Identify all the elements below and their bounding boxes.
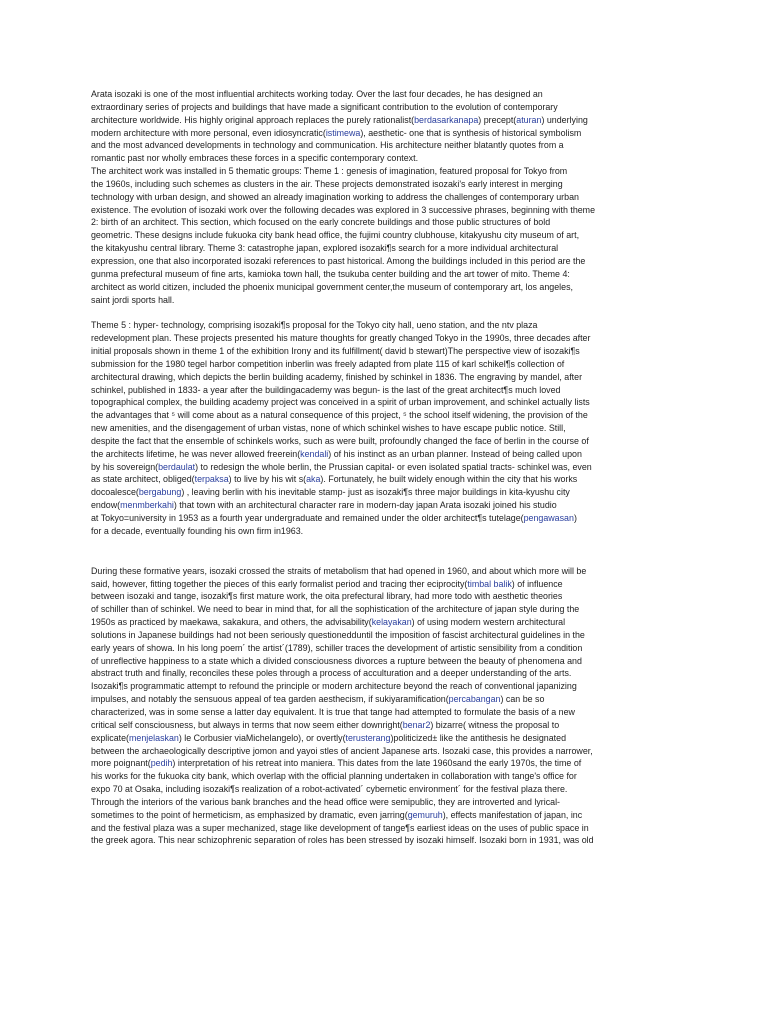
text-run: at Tokyo=university in 1953 as a fourth year undergraduate and remained under the older architect¶s tutelage( — [91, 513, 524, 523]
text-line — [91, 796, 693, 809]
text-run: topographical complex, the building academy project was conceived in a spirit of urban improvement, and schinkel actually lists — [91, 397, 590, 408]
gloss-translation: menmberkahi — [120, 500, 174, 511]
text-line — [91, 101, 693, 114]
text-run: the 1960s, including such schemes as clusters in the air. These projects demonstrated isozaki's early interest in merging — [91, 178, 563, 189]
text-line — [91, 629, 693, 642]
text-line — [91, 204, 693, 217]
text-run: Through the interiors of the various bank branches and the head office were semipublic, they are introverted and lyrical- — [91, 796, 560, 807]
text-run: schinkel, published in 1833- a year after the buildingacademy was begun- is the last of the great architect¶s much loved — [91, 384, 561, 395]
text-run: technology with urban design, and showed an already imagination working to address the challenges of contemporary urban — [91, 191, 579, 202]
text-line — [91, 332, 693, 345]
text-run: 1950s as practiced by maekawa, sakakura, and others, the advisability( — [91, 617, 372, 628]
text-line — [91, 578, 693, 591]
text-run: ) interpretation of his retreat into maniera. This dates from the late 1960sand the early 1970s, the time of — [172, 758, 582, 769]
text-run: critical self consciousness, but always in terms that now seem either downright( — [91, 719, 403, 730]
text-line — [91, 680, 693, 693]
text-run: ) bizarre( witness the proposal to — [430, 719, 560, 730]
text-line — [91, 384, 693, 397]
text-line — [91, 358, 693, 371]
text-run: ) that town with an architectural character rare in modern-day japan Arata isozaki joined his studio — [173, 500, 557, 511]
text-run: ) to live by his wit s( — [228, 474, 307, 485]
text-run: characterized, was in some sense a latter day equivalent. It is true that tange had attempted to formulate the basis of a new — [91, 706, 575, 717]
text-line — [91, 603, 693, 616]
text-run: the architects lifetime, he was never allowed freerein( — [91, 448, 301, 459]
gloss-translation: istimewa — [325, 127, 361, 138]
text-run: despite the fact that the ensemble of schinkels works, such as were built, profoundly changed the face of berlin in the course of — [91, 435, 589, 446]
paragraph-gap — [91, 538, 693, 565]
text-line — [91, 616, 693, 629]
text-run: said, however, fitting together the pieces of this early formalist period and tracing ther eciprocity( — [91, 578, 468, 589]
text-run: of schiller than of schinkel. We need to bear in mind that, for all the sophistication of the architecture of japan style during the — [91, 604, 580, 615]
text-line — [91, 139, 693, 152]
text-run: existence. The evolution of isozaki work over the following decades was explored in 3 successive phrases, beginning with theme — [91, 204, 596, 215]
text-line — [91, 88, 693, 101]
text-run: between isozaki and tange, isozaki¶s first mature work, the oita prefectural library, had more todo with aesthetic theories — [91, 591, 563, 602]
text-run: ) of influence — [511, 578, 563, 589]
text-line — [91, 178, 693, 191]
text-run: by his sovereign( — [91, 461, 159, 472]
text-line — [91, 294, 693, 307]
text-line — [91, 822, 693, 835]
text-run: endow( — [91, 500, 121, 511]
text-run: geometric. These designs include fukuoka city bank head office, the fujimi country clubhouse, kitakyushu city museum of art, — [91, 230, 580, 241]
text-run: expression, one that also incorporated isozaki references to past historical. Among the buildings included in this period are the — [91, 255, 586, 266]
text-run: the greek agora. This near schizophrenic separation of roles has been stressed by isozaki himself. Isozaki born in 1931, was old — [91, 835, 594, 846]
text-run: submission for the 1980 tegel harbor competition inberlin was freely adapted from plate 115 of karl schikel¶s collection of — [91, 358, 565, 369]
text-line — [91, 435, 693, 448]
text-run: as state architect, obliged( — [91, 474, 195, 485]
text-line — [91, 461, 693, 474]
text-run: ), aesthetic- one that is synthesis of historical symbolism — [360, 127, 582, 138]
text-line — [91, 229, 693, 242]
text-run: Isozaki¶s programmatic attempt to refound the principle or modern architecture beyond the reach of conventional japanizing — [91, 681, 577, 692]
gloss-translation: pengawasan — [523, 513, 574, 523]
text-run: ) le Corbusier viaMichelangelo), or overtly( — [178, 732, 346, 743]
gloss-translation: timbal balik — [467, 578, 512, 589]
text-run: the kitakyushu central library. Theme 3: catastrophe japan, explored isozaki¶s search for a more individual architectural — [91, 243, 559, 254]
text-line — [91, 655, 693, 668]
paragraph — [91, 319, 693, 537]
text-run: gunma prefectural museum of fine arts, kamioka town hall, the tsukuba center building and the art tower of mito. Theme 4: — [91, 268, 570, 279]
text-line — [91, 667, 693, 680]
text-run: ). Fortunately, he built widely enough within the city that his works — [320, 474, 578, 485]
gloss-translation: aturan — [516, 114, 542, 125]
text-run: ) to redesign the whole berlin, the Prussian capital- or even isolated spatial tracts- schinkel was, even — [195, 461, 592, 472]
text-line — [91, 242, 693, 255]
text-run: redevelopment plan. These projects presented his mature thoughts for greatly changed Tokyo in the 1990s, three decades after — [91, 333, 591, 344]
text-line — [91, 396, 693, 409]
text-line — [91, 216, 693, 229]
text-run: ) underlying — [541, 114, 588, 125]
text-line — [91, 693, 693, 706]
text-run: saint jordi sports hall. — [91, 294, 175, 305]
text-line — [91, 127, 693, 140]
text-line — [91, 409, 693, 422]
gloss-translation: terpaksa — [194, 474, 229, 485]
text-run: new amenities, and the disengagement of urban vistas, none of which schinkel wishes to have escape public notice. Still, — [91, 423, 566, 434]
text-run: ) — [573, 513, 577, 523]
text-line — [91, 255, 693, 268]
text-run: extraordinary series of projects and buildings that have made a significant contribution to the evolution of contemporary — [91, 101, 558, 112]
text-run: modern architecture with more personal, even idiosyncratic( — [91, 127, 326, 138]
text-run: and the most advanced developments in technology and communication. His architecture neither blatantly quotes from a — [91, 140, 564, 151]
text-line — [91, 371, 693, 384]
text-line — [91, 191, 693, 204]
text-run: docoalesce( — [91, 487, 139, 498]
text-run: The architect work was installed in 5 thematic groups: Theme 1 : genesis of imagination, featured proposal for Tokyo from — [91, 166, 568, 177]
text-line — [91, 422, 693, 435]
text-run: )politicized± like the antithesis he designated — [390, 732, 567, 743]
text-line — [91, 745, 693, 758]
text-run: During these formative years, isozaki crossed the straits of metabolism that had opened in 1960, and about which more will be — [91, 565, 587, 576]
text-line — [91, 512, 693, 525]
gloss-translation: berdasarkanapa — [414, 114, 479, 125]
text-run: ) of using modern western architectural — [411, 617, 566, 628]
text-line — [91, 565, 693, 578]
text-line — [91, 319, 693, 332]
text-run: more poignant( — [91, 758, 151, 769]
paragraph — [91, 565, 693, 848]
text-line — [91, 281, 693, 294]
text-line — [91, 473, 693, 486]
text-run: early years of showa. In his long poem´ the artist´(1789), schiller traces the development of artistic sensibility from a condition — [91, 642, 583, 653]
gloss-translation: menjelaskan — [128, 732, 179, 743]
text-line — [91, 642, 693, 655]
gloss-translation: benar2 — [402, 719, 431, 730]
text-line — [91, 499, 693, 512]
text-run: ) precept( — [478, 114, 517, 125]
text-run: impulses, and notably the sensuous appeal of tea garden aesthecism, if sukiyaramification( — [91, 694, 449, 705]
text-line — [91, 719, 693, 732]
text-run: Theme 5 : hyper- technology, comprising isozaki¶s proposal for the Tokyo city hall, ueno station, and the ntv plaza — [91, 320, 538, 331]
text-line — [91, 268, 693, 281]
text-run: expo 70 at Osaka, including isozaki¶s realization of a robot-activated´ cybernetic environment´ for the festival plaza there. — [91, 784, 568, 795]
text-line — [91, 590, 693, 603]
gloss-translation: kendali — [300, 448, 329, 459]
gloss-translation: bergabung — [138, 487, 182, 498]
text-run: initial proposals shown in theme 1 of the exhibition Irony and its fulfillment( david b stewart)The perspective view of isozaki¶s — [91, 346, 580, 357]
gloss-translation: pedih — [150, 758, 173, 769]
text-run: Arata isozaki is one of the most influential architects working today. Over the last four decades, he has designed an — [91, 89, 543, 99]
text-line — [91, 525, 693, 538]
gloss-translation: aka — [306, 474, 321, 485]
text-line — [91, 165, 693, 178]
text-run: ) can be so — [500, 694, 545, 705]
text-run: and the festival plaza was a super mechanized, stage like development of tange¶s earliest ideas on the uses of public space in — [91, 822, 589, 833]
text-run: for a decade, eventually founding his own firm in1963. — [91, 525, 304, 536]
text-run: architect as world citizen, included the phoenix municipal government center,the museum of contemporary art, los angeles, — [91, 281, 573, 292]
text-run: ) of his instinct as an urban planner. Instead of being called upon — [328, 448, 582, 459]
text-line — [91, 809, 693, 822]
text-run: sometimes to the point of hermeticism, as emphasized by dramatic, even jarring( — [91, 809, 408, 820]
gloss-translation: gemuruh — [407, 809, 443, 820]
paragraph-gap — [91, 306, 693, 319]
text-line — [91, 486, 693, 499]
text-run: abstract truth and finally, reconciles these poles through a process of acculturation and a deeper understanding of the arts. — [91, 668, 572, 679]
text-line — [91, 732, 693, 745]
text-run: between the archaeologically descriptive jomon and yayoi stles of ancient Japanese arts. Isozaki case, this provides a narrower, — [91, 745, 593, 756]
text-line — [91, 448, 693, 461]
text-line — [91, 706, 693, 719]
text-line — [91, 345, 693, 358]
text-line — [91, 770, 693, 783]
text-run: explicate( — [91, 732, 129, 743]
text-line — [91, 783, 693, 796]
text-run: romantic past nor wholly embraces these forces in a specific contemporary context. — [91, 153, 419, 164]
text-line — [91, 834, 693, 847]
text-run: 2: birth of an architect. This section, which focused on the early concrete buildings and those public structures of bold — [91, 217, 551, 228]
text-run: ), effects manifestation of japan, inc — [442, 809, 583, 820]
paragraph — [91, 88, 693, 306]
text-line — [91, 152, 693, 165]
text-run: the advantages that ⁵ will come about as a natural consequence of this project, ⁵ the school itself widening, the provision of the — [91, 410, 588, 421]
text-run: ) , leaving berlin with his inevitable stamp- just as isozaki¶s three major buildings in kita-kyushu city — [181, 487, 570, 498]
gloss-translation: kelayakan — [371, 617, 412, 628]
text-run: his works for the fukuoka city bank, which overlap with the official planning undertaken in collaboration with tange's office for — [91, 771, 577, 782]
text-line — [91, 114, 693, 127]
text-run: architectural drawing, which depicts the berlin building academy, finished by schinkel in 1836. The engraving by mandel, after — [91, 371, 583, 382]
gloss-translation: percabangan — [448, 694, 501, 705]
text-run: of unreflective happiness to a state which a divided consciousness divorces a rupture between the beauty of phenomena and — [91, 655, 582, 666]
text-run: architecture worldwide. His highly original approach replaces the purely rationalist( — [91, 114, 415, 125]
gloss-translation: berdaulat — [158, 461, 196, 472]
text-line — [91, 757, 693, 770]
text-run: solutions in Japanese buildings had not been seriously questionedduntil the imposition of fascist architectural guidelines in the — [91, 629, 585, 640]
gloss-translation: terusterang — [345, 732, 391, 743]
